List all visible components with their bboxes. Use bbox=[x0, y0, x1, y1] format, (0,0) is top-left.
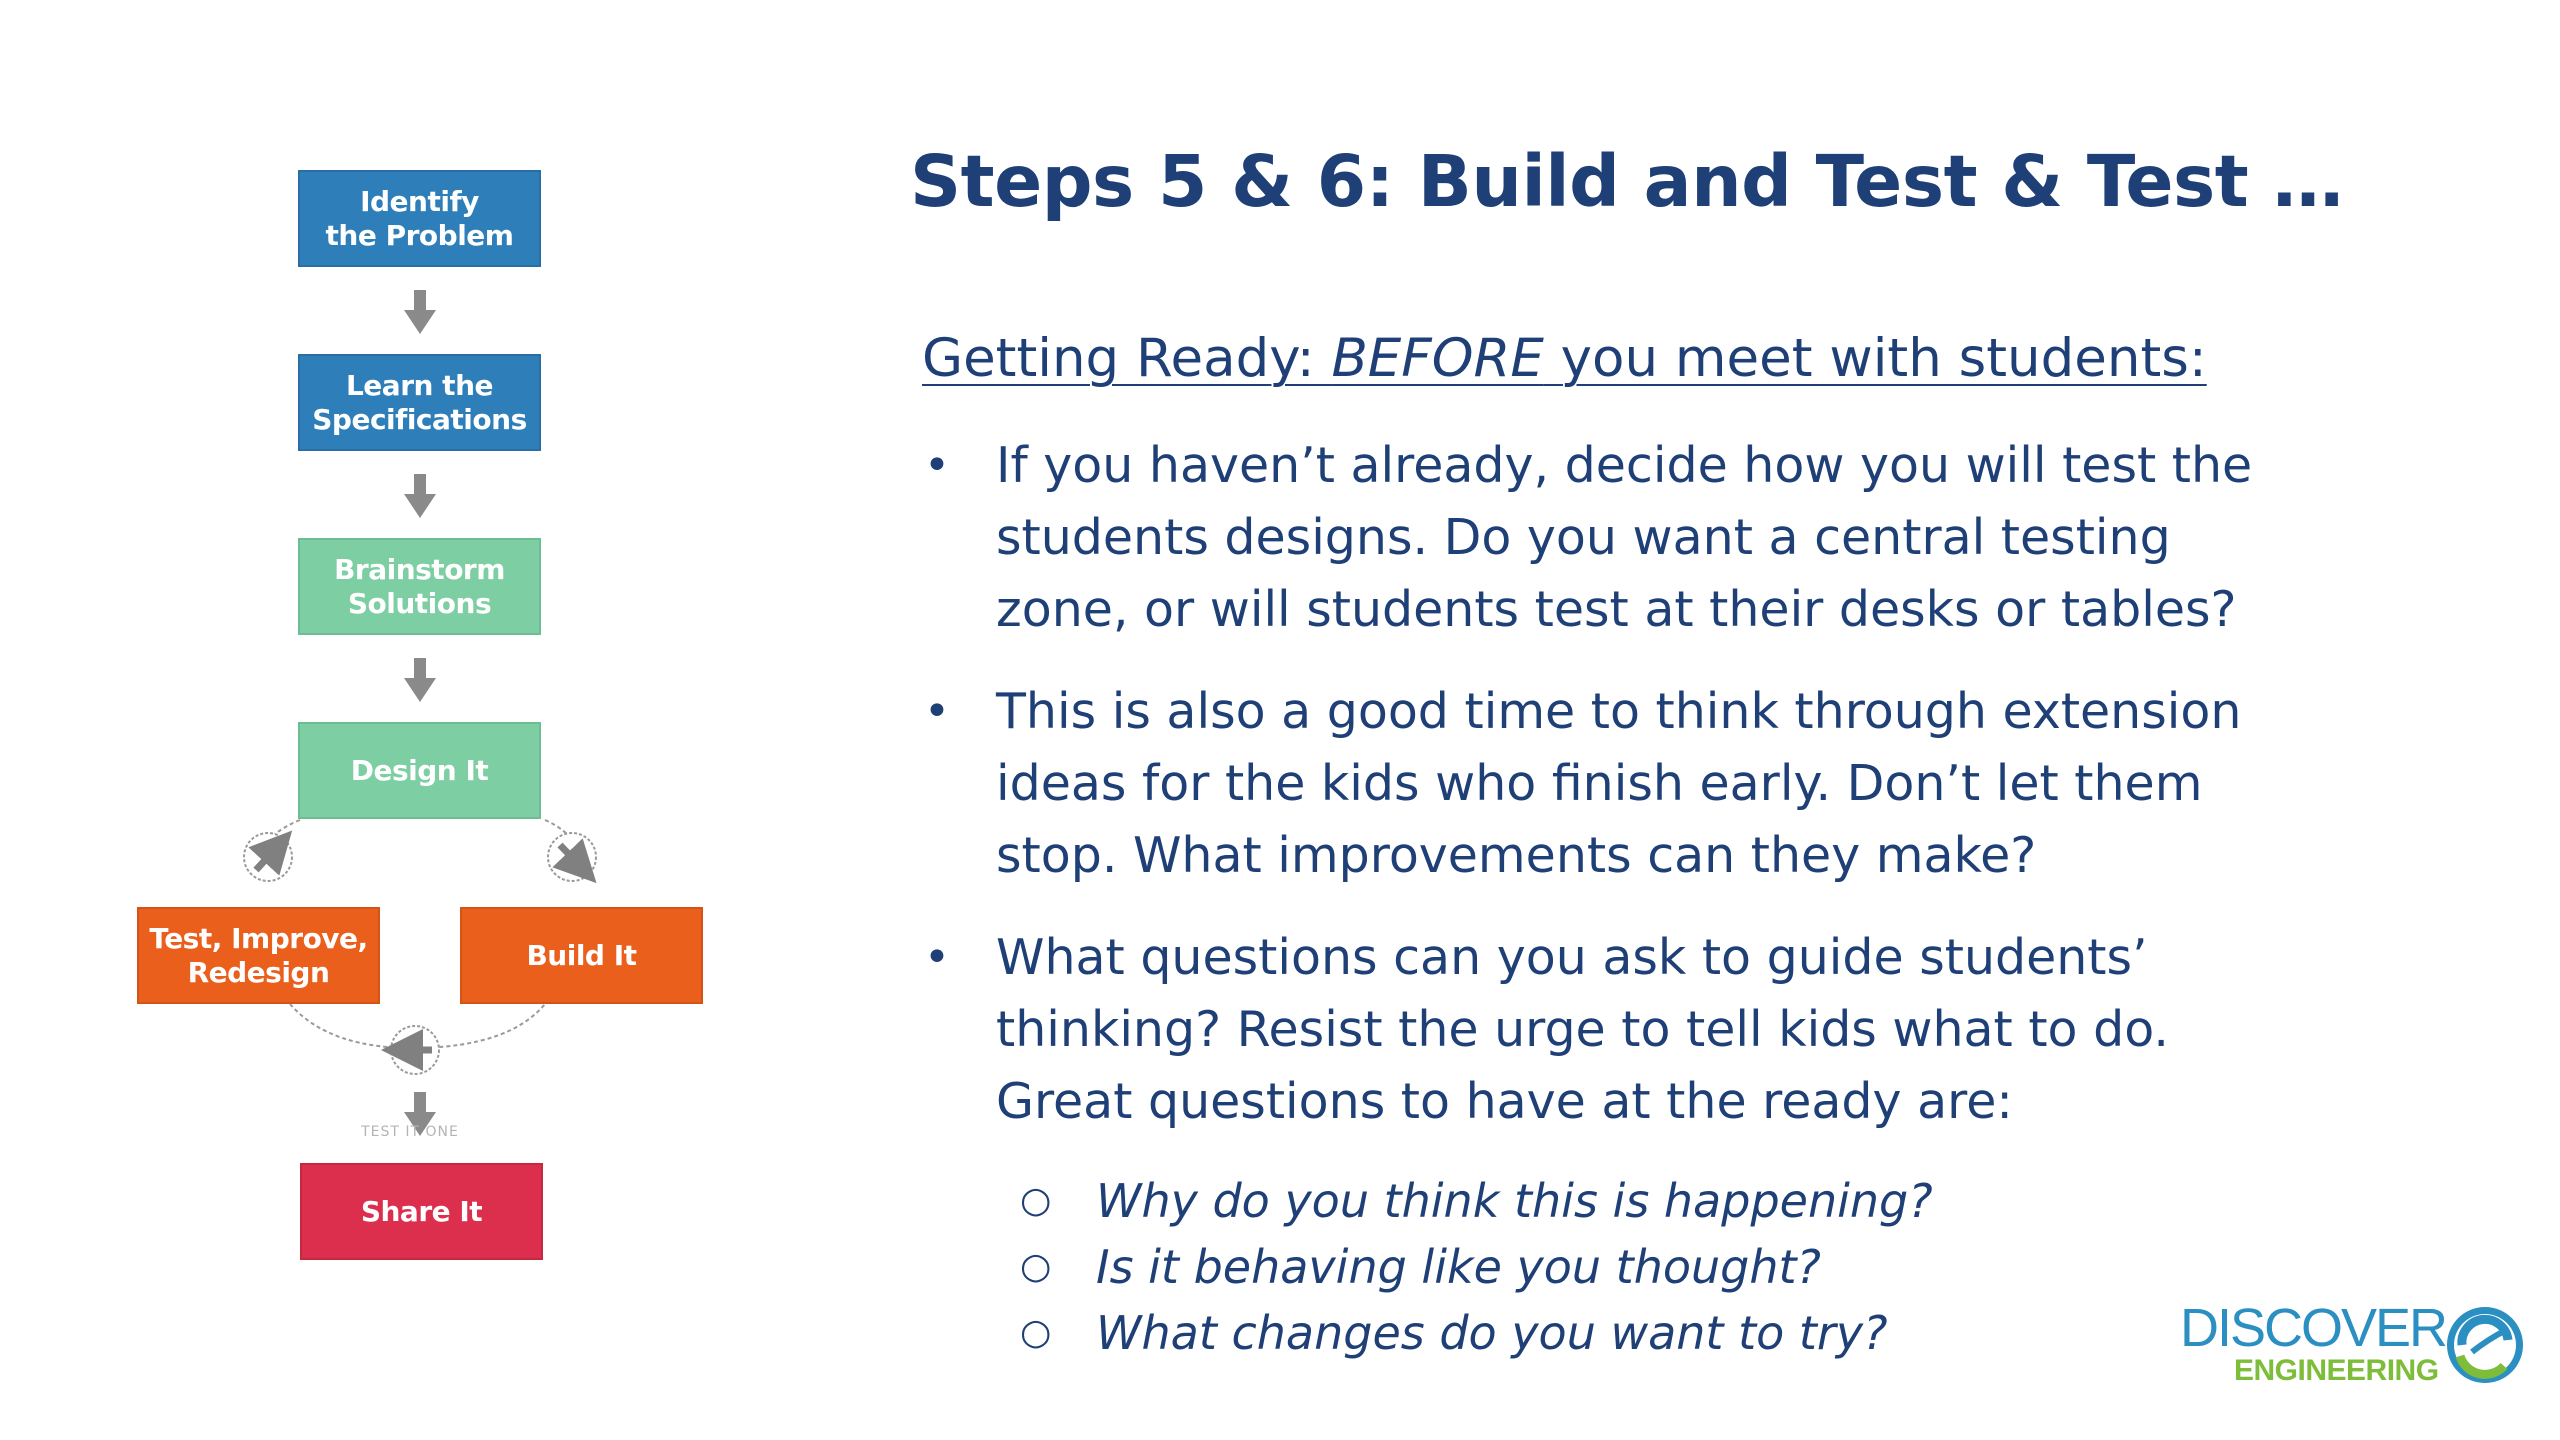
bullet-text: If you haven’t already, decide how you will test the students designs. Do you want a central testing zone, or will students test at their desks or tables? bbox=[996, 437, 2253, 638]
slide-title: Steps 5 & 6: Build and Test & Test … bbox=[910, 140, 2343, 223]
cycle-arrow-down-icon bbox=[548, 833, 596, 881]
bullet-item bbox=[920, 676, 2300, 892]
sub-question-item bbox=[1020, 1300, 1933, 1366]
hollow-bullet-icon: ○ bbox=[1020, 1246, 1052, 1287]
step-label: Build It bbox=[526, 938, 637, 972]
bullet-icon: • bbox=[924, 686, 950, 737]
hollow-bullet-icon: ○ bbox=[1020, 1312, 1052, 1353]
step-identify-problem bbox=[298, 170, 541, 267]
sub-question-text: Is it behaving like you thought? bbox=[1096, 1240, 1821, 1294]
bullet-item bbox=[920, 430, 2300, 646]
step-learn-specifications bbox=[298, 354, 541, 451]
bullet-icon: • bbox=[924, 440, 950, 491]
discover-engineering-logo bbox=[2180, 1300, 2540, 1410]
bullet-item bbox=[920, 922, 2300, 1138]
logo-swirl-icon bbox=[2442, 1300, 2528, 1390]
sub-question-item bbox=[1020, 1234, 1933, 1300]
bullet-list bbox=[920, 430, 2300, 1168]
down-arrow-icon bbox=[404, 474, 436, 518]
sub-question-list bbox=[1020, 1168, 1933, 1366]
hollow-bullet-icon: ○ bbox=[1020, 1180, 1052, 1221]
down-arrow-icon bbox=[404, 290, 436, 334]
step-build-it bbox=[460, 907, 703, 1004]
sub-question-text: What changes do you want to try? bbox=[1096, 1306, 1888, 1360]
bullet-text: What questions can you ask to guide students’ thinking? Resist the urge to tell kids what to do. Great questions to have at the ready are: bbox=[996, 929, 2169, 1130]
section-subheading bbox=[922, 328, 2207, 389]
step-test-improve-redesign bbox=[137, 907, 380, 1004]
step-label: Brainstorm Solutions bbox=[334, 552, 505, 620]
logo-line1: DISCOVER bbox=[2180, 1298, 2447, 1358]
bullet-icon: • bbox=[924, 932, 950, 983]
logo-line2: ENGINEERING bbox=[2234, 1354, 2439, 1387]
engineering-design-flowchart bbox=[0, 0, 800, 1440]
subheading-emphasis: BEFORE bbox=[1331, 328, 1544, 389]
step-label: Identify the Problem bbox=[325, 184, 514, 252]
subheading-prefix: Getting Ready: bbox=[922, 328, 1332, 389]
down-arrow-icon bbox=[404, 658, 436, 702]
step-label: Design It bbox=[350, 753, 489, 787]
cycle-arrow-left-icon bbox=[391, 1026, 439, 1074]
step-label: Test, Improve, Redesign bbox=[149, 921, 368, 989]
subheading-suffix: you meet with students: bbox=[1543, 328, 2207, 389]
bullet-text: This is also a good time to think through extension ideas for the kids who finish early. Don’t let them stop. What improvements can they make? bbox=[996, 683, 2242, 884]
sub-question-text: Why do you think this is happening? bbox=[1096, 1174, 1933, 1228]
sub-question-item bbox=[1020, 1168, 1933, 1234]
cycle-caption: TEST IT ONE bbox=[361, 1124, 459, 1140]
step-brainstorm-solutions bbox=[298, 538, 541, 635]
step-share-it bbox=[300, 1163, 543, 1260]
step-label: Learn the Specifications bbox=[312, 368, 527, 436]
step-design-it bbox=[298, 722, 541, 819]
step-label: Share It bbox=[360, 1194, 483, 1228]
cycle-arrow-up-icon bbox=[244, 833, 292, 881]
